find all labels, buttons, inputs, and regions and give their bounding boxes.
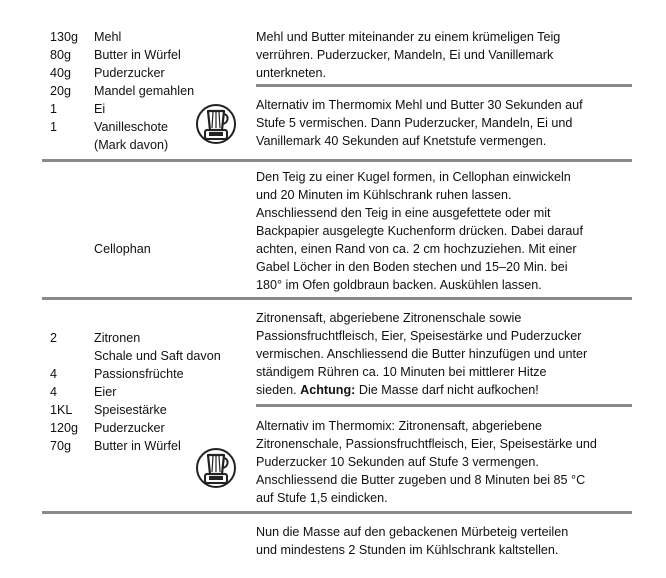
divider <box>42 159 632 162</box>
ingredient-row: 4 Eier <box>50 385 117 399</box>
ingredient-row: 2 Zitronen <box>50 331 141 345</box>
thermomix-icon <box>196 100 236 148</box>
step-filling-thermomix: Alternativ im Thermomix: Zitronensaft, abgeriebene Zitronenschale, Passionsfruchtfleisch, Eier, Speisestärke und Puderzucker 10 Sekunden auf Stufe 3 vermengen. Anschliessend die Butter zugeben und 8 Minuten bei 85 °C auf Stufe 1,5 eindicken. <box>256 419 597 505</box>
ingredient-row: 20g Mandel gemahlen <box>50 84 195 98</box>
divider <box>42 297 632 300</box>
thermomix-icon <box>196 444 236 492</box>
ingredient-list-filling <box>50 329 221 455</box>
ingredient-row: 1KL Speisestärke <box>50 403 167 417</box>
warning-label: Achtung: <box>300 383 356 397</box>
divider <box>256 84 632 87</box>
ingredient-cellophan: Cellophan <box>94 242 151 256</box>
step-dough-thermomix: Alternativ im Thermomix Mehl und Butter 30 Sekunden auf Stufe 5 vermischen. Dann Puderzucker, Mandeln, Ei und Vanillemark 40 Sekunden auf Knetstufe vermengen. <box>256 98 583 148</box>
warning-line: sieden. Achtung: Die Masse darf nicht aufkochen! <box>256 383 539 397</box>
step-filling-mix: Zitronensaft, abgeriebene Zitronenschale sowie Passionsfruchtfleisch, Eier, Speisestärke und Puderzucker vermischen. Anschliessend die Butter hinzufügen und unter ständigem Rühren ca. 10 Minuten bei mittlerer Hitze sieden. Achtung: Die Masse darf nicht aufkochen! <box>256 311 588 397</box>
divider <box>42 511 632 514</box>
ingredient-row: 70g Butter in Würfel <box>50 439 181 453</box>
ingredient-row: 130g Mehl <box>50 30 122 44</box>
step-assemble-chill: Nun die Masse auf den gebackenen Mürbeteig verteilen und mindestens 2 Stunden im Kühlschrank kaltstellen. <box>256 525 569 557</box>
ingredient-row: 1 Vanilleschote <box>50 120 168 134</box>
step-dough-mix: Mehl und Butter miteinander zu einem krümeligen Teig verrühren. Puderzucker, Mandeln, Ei und Vanillemark unterkneten. <box>256 30 561 80</box>
ingredient-row: 40g Puderzucker <box>50 66 165 80</box>
divider <box>256 404 632 407</box>
ingredient-row: (Mark davon) <box>94 138 169 152</box>
step-rest-and-bake: Den Teig zu einer Kugel formen, in Cellophan einwickeln und 20 Minuten im Kühlschrank ruhen lassen. Anschliessend den Teig in eine ausgefettete oder mit Backpapier ausgelegte Kuchenform drücken. Dabei darauf achten, einen Rand von ca. 2 cm hochzuziehen. Mit einer Gabel Löcher in den Boden stechen und 15–20 Min. bei 180° im Ofen goldbraun backen. Auskühlen lassen. <box>256 170 583 292</box>
ingredient-row: 80g Butter in Würfel <box>50 48 181 62</box>
ingredient-row: 1 Ei <box>50 102 106 116</box>
ingredient-row: Schale und Saft davon <box>94 349 221 363</box>
ingredient-list-dough <box>50 28 194 154</box>
ingredient-row: 120g Puderzucker <box>50 421 165 435</box>
ingredient-row: 4 Passionsfrüchte <box>50 367 184 381</box>
